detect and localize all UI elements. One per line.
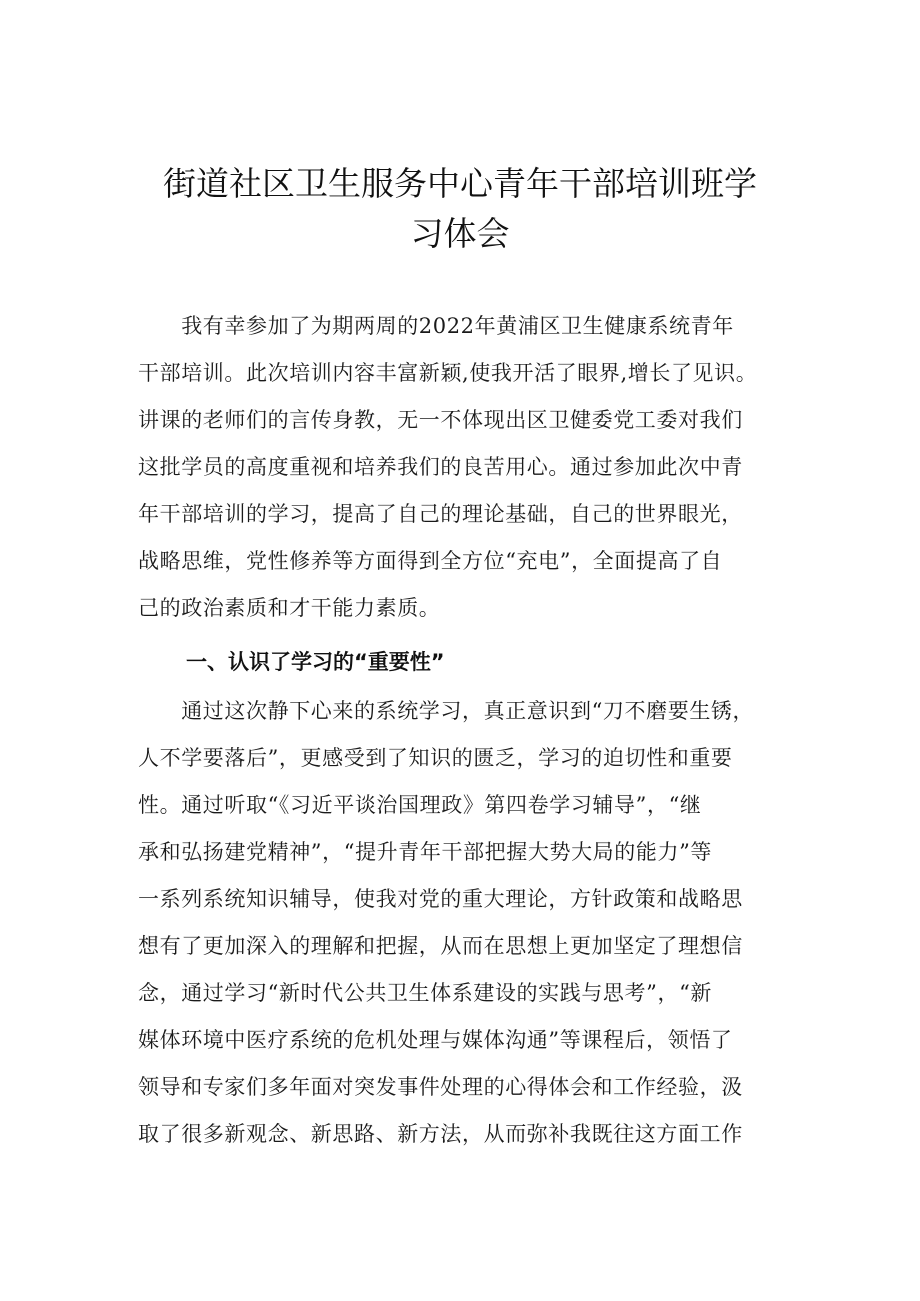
paragraph-2-line: 媒体环境中医疗系统的危机处理与媒体沟通”等课程后，领悟了 xyxy=(138,1028,733,1052)
paragraph-1-line: 干部培训。此次培训内容丰富新颖,使我开活了眼界,增长了见识。 xyxy=(138,361,758,385)
paragraph-1-line: 年干部培训的学习，提高了自己的理论基础，自己的世界眼光， xyxy=(138,502,743,526)
paragraph-1-line: 我有幸参加了为期两周的2022年黄浦区卫生健康系统青年 xyxy=(138,314,734,338)
paragraph-2-line: 领导和专家们多年面对突发事件处理的心得体会和工作经验，汲 xyxy=(138,1075,743,1099)
paragraph-1-line: 己的政治素质和才干能力素质。 xyxy=(138,596,441,620)
paragraph-2-line: 人不学要落后”，更感受到了知识的匮乏，学习的迫切性和重要 xyxy=(138,746,733,770)
paragraph-2-line: 一系列系统知识辅导，使我对党的重大理论，方针政策和战略思 xyxy=(138,887,743,911)
paragraph-2-line: 念，通过学习“新时代公共卫生体系建设的实践与思考”，“新 xyxy=(138,981,713,1005)
paragraph-1-line: 战略思维，党性修养等方面得到全方位“充电”，全面提高了自 xyxy=(138,549,723,573)
paragraph-2-line: 想有了更加深入的理解和把握，从而在思想上更加坚定了理想信 xyxy=(138,934,743,958)
paragraph-2-line: 承和弘扬建党精神”，“提升青年干部把握大势大局的能力”等 xyxy=(138,840,713,864)
paragraph-2-line: 取了很多新观念、新思路、新方法，从而弥补我既往这方面工作 xyxy=(138,1122,743,1146)
document-title-line-1: 街道社区卫生服务中心青年干部培训班学 xyxy=(163,164,757,203)
section-heading: 一、认识了学习的“重要性” xyxy=(186,650,445,674)
paragraph-1-line: 这批学员的高度重视和培养我们的良苦用心。通过参加此次中青 xyxy=(138,455,743,479)
paragraph-2-line: 性。通过听取“《习近平谈治国理政》第四卷学习辅导”，“继 xyxy=(138,793,702,817)
paragraph-1-line: 讲课的老师们的言传身教，无一不体现出区卫健委党工委对我们 xyxy=(138,408,743,432)
paragraph-2-line: 通过这次静下心来的系统学习，真正意识到“刀不磨要生锈， xyxy=(138,699,755,723)
document-title-line-2: 习体会 xyxy=(410,214,510,253)
